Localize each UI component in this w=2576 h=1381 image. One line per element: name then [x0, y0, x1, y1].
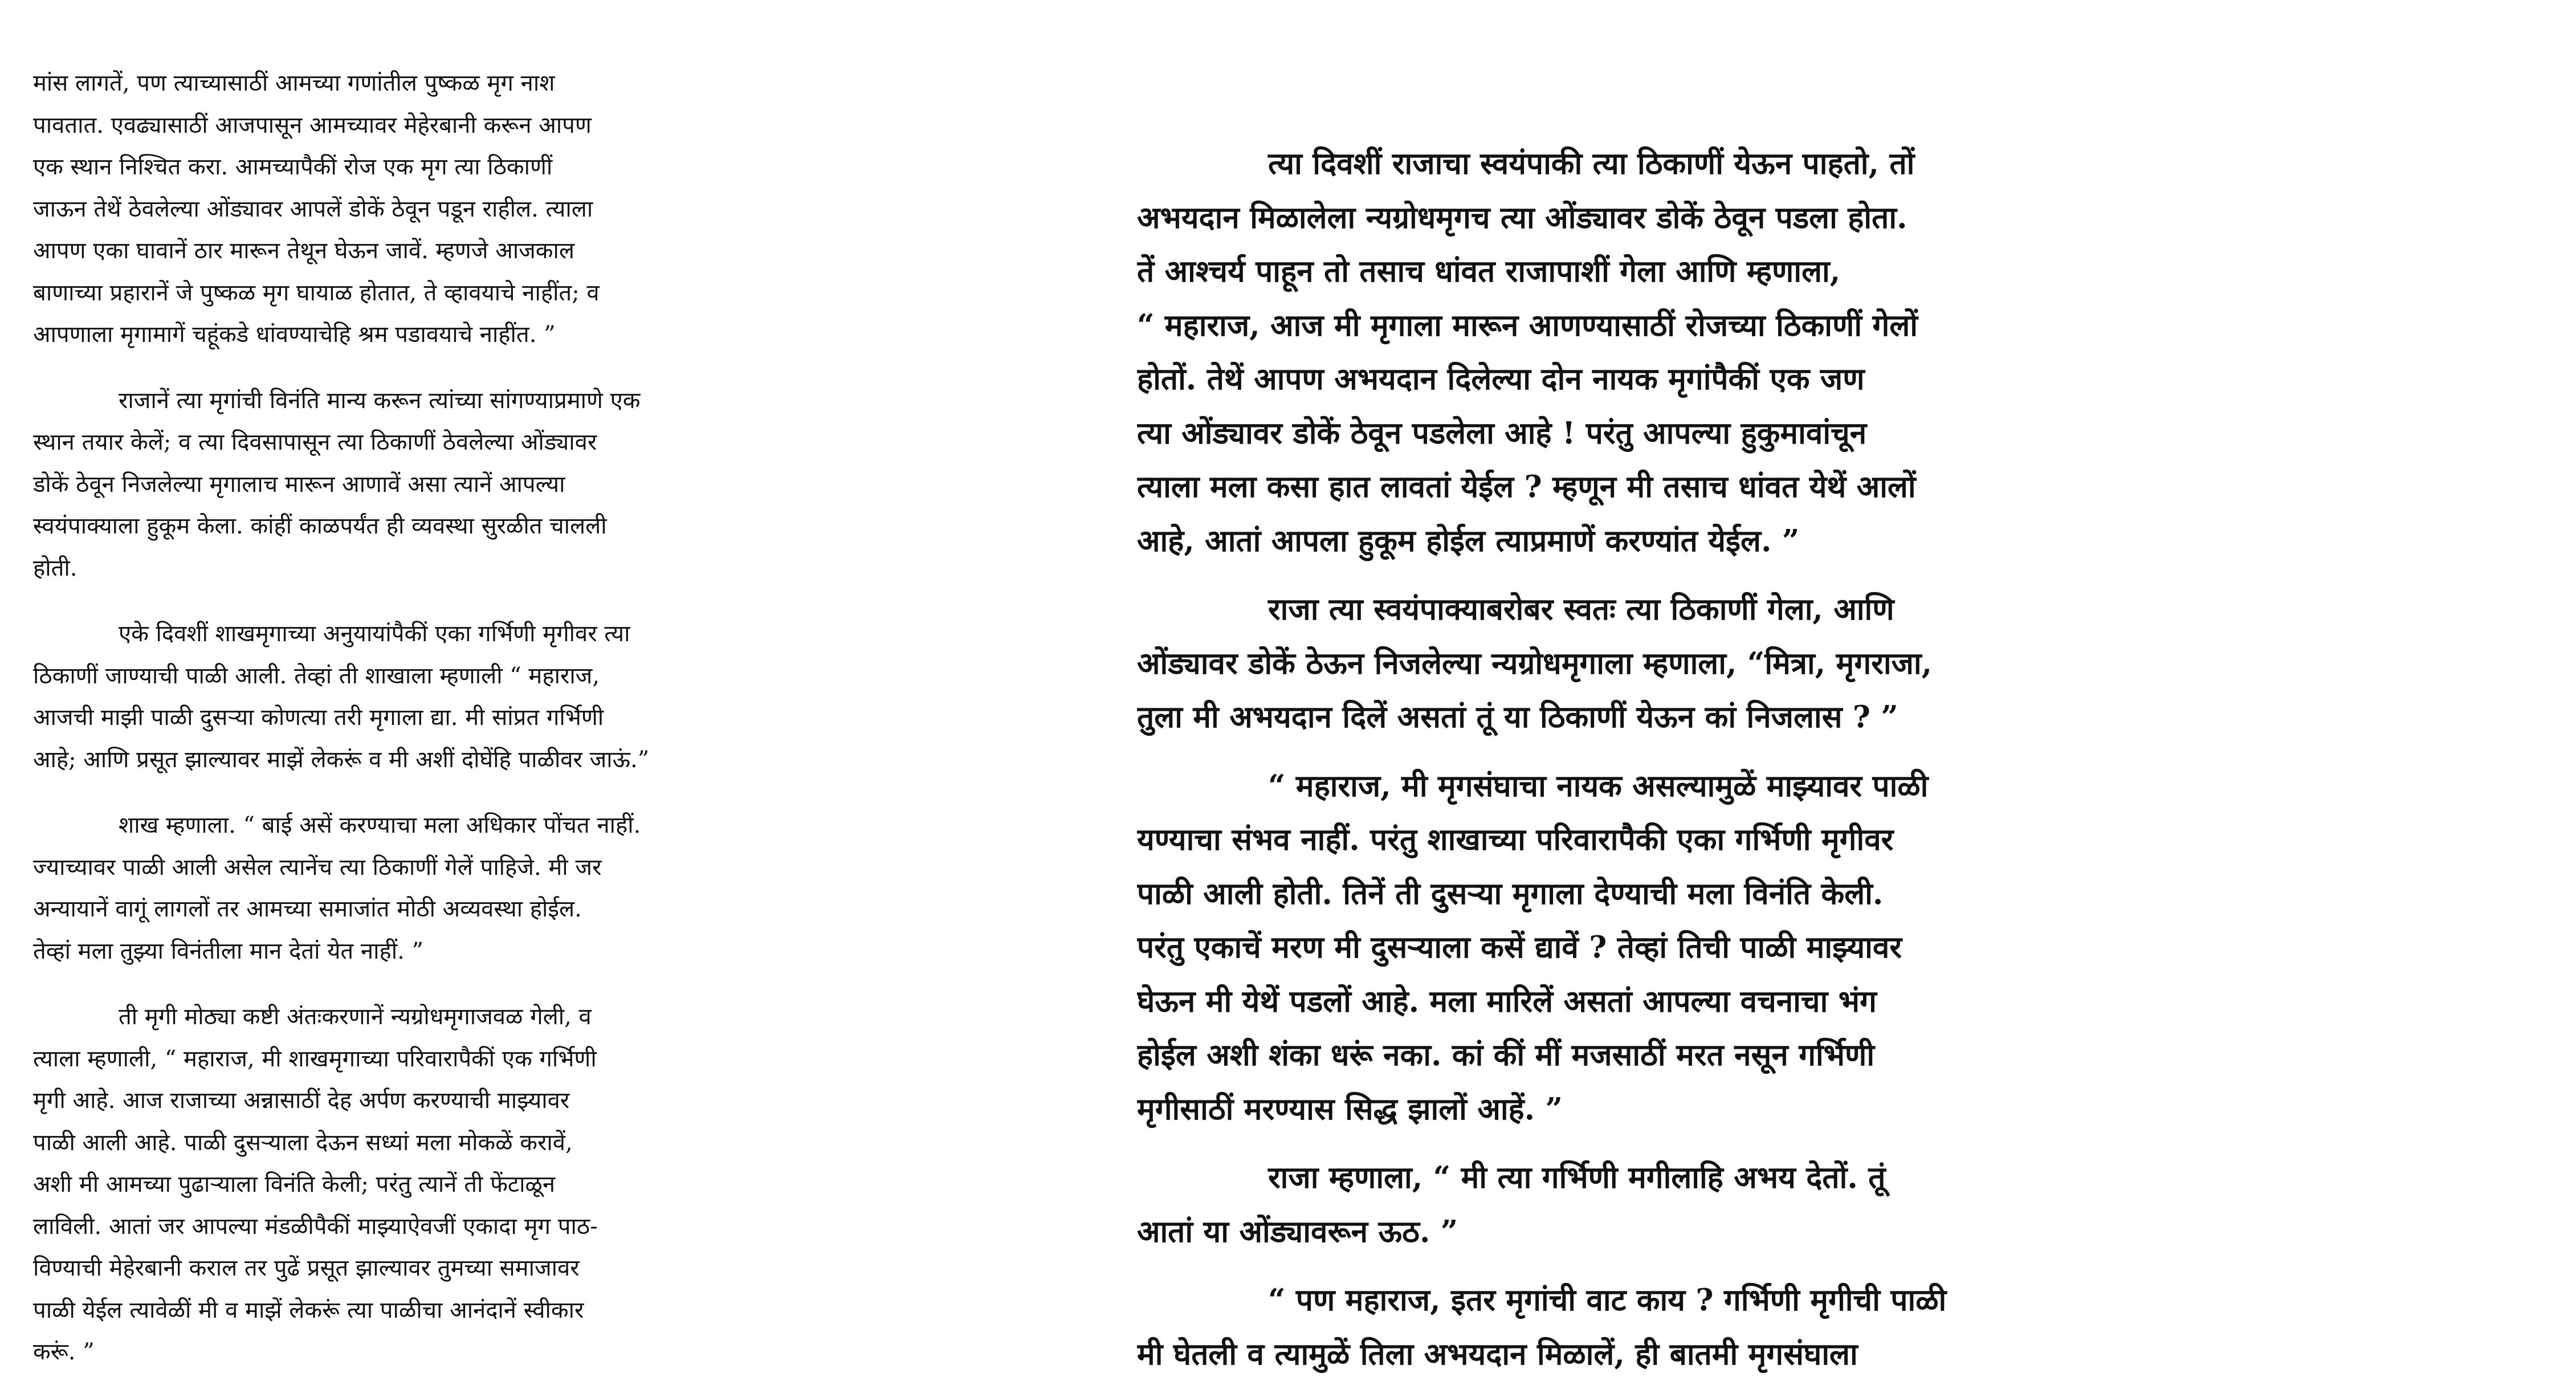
right-page-paragraph: [1137, 1151, 2485, 1258]
text-line: त्याला म्हणाली, “ महाराज, मी शाखमृगाच्या परिवारापैकीं एक गर्भिणी: [33, 1038, 1060, 1081]
text-line: अशी मी आमच्या पुढाऱ्याला विनंति केली; परंतु त्यानें ती फेंटाळून: [33, 1164, 1060, 1206]
text-line: बाणाच्या प्रहारानें जे पुष्कळ मृग घायाळ होतात, ते व्हावयाचे नाहींत; व: [33, 272, 1060, 315]
text-line: जाऊन तेथें ठेवलेल्या ओंड्यावर आपलें डोकें ठेवून पडून राहील. त्याला: [33, 189, 1060, 231]
text-line: पाळी येईल त्यावेळीं मी व माझें लेकरूं त्या पाळीचा आनंदानें स्वीकार: [33, 1290, 1060, 1332]
text-line: मांस लागतें, पण त्याच्यासाठीं आमच्या गणांतील पुष्कळ मृग नाश: [33, 63, 1060, 105]
text-line: स्वयंपाक्याला हुकूम केला. कांहीं काळपर्यंत ही व्यवस्था सुरळीत चालली: [33, 506, 1060, 548]
text-line: घेऊन मी येथें पडलों आहे. मला मारिलें असतां आपल्या वचनाचा भंग: [1137, 975, 2485, 1029]
text-line: पाळी आली आहे. पाळी दुसऱ्याला देऊन सध्यां मला मोकळें करावें,: [33, 1122, 1060, 1164]
text-line: “ महाराज, आज मी मृगाला मारून आणण्यासाठीं रोजच्या ठिकाणीं गेलों: [1137, 299, 2485, 353]
right-page-paragraph: [1137, 137, 2485, 568]
text-line: “ पण महाराज, इतर मृगांची वाट काय ? गर्भिणी मृगीची पाळी: [1137, 1273, 2485, 1327]
text-line: आतां या ओंड्यावरून ऊठ. ”: [1137, 1205, 2485, 1259]
left-page: [0, 0, 1083, 1347]
text-line: मृगीसाठीं मरण्यास सिद्ध झालों आहें. ”: [1137, 1082, 2485, 1136]
text-line: स्थान तयार केलें; व त्या दिवसापासून त्या ठिकाणीं ठेवलेल्या ओंड्यावर: [33, 422, 1060, 464]
text-line: परंतु एकाचें मरण मी दुसऱ्याला कसें द्यावें ? तेव्हां तिची पाळी माझ्यावर: [1137, 920, 2485, 975]
left-page-paragraph: [33, 805, 1060, 972]
text-line: यण्याचा संभव नाहीं. परंतु शाखाच्या परिवारापैकी एका गर्भिणी मृगीवर: [1137, 813, 2485, 867]
text-line: त्याला मला कसा हात लावतां येईल ? म्हणून मी तसाच धांवत येथें आलों: [1137, 460, 2485, 514]
left-page-paragraph: [33, 380, 1060, 590]
right-page-paragraph: [1137, 759, 2485, 1136]
text-line: ओंड्यावर डोकें ठेऊन निजलेल्या न्यग्रोधमृगाला म्हणाला, “मित्रा, मृगराजा,: [1137, 637, 2485, 691]
text-line: विण्याची मेहेरबानी कराल तर पुढें प्रसूत झाल्यावर तुमच्या समाजावर: [33, 1248, 1060, 1290]
text-line: आहे; आणि प्रसूत झाल्यावर माझें लेकरूं व मी अशीं दोघेंहि पाळीवर जाऊं.”: [33, 739, 1060, 781]
text-line: पावतात. एवढ्यासाठीं आजपासून आमच्यावर मेहेरबानी करून आपण: [33, 105, 1060, 147]
text-line: आजची माझी पाळी दुसऱ्या कोणत्या तरी मृगाला द्या. मी सांप्रत गर्भिणी: [33, 697, 1060, 739]
right-page-paragraph: [1137, 582, 2485, 744]
text-line: डोकें ठेवून निजलेल्या मृगालाच मारून आणावें असा त्यानें आपल्या: [33, 464, 1060, 506]
text-line: मृगी आहे. आज राजाच्या अन्नासाठीं देह अर्पण करण्याची माझ्यावर: [33, 1080, 1060, 1122]
text-line: पाळी आली होती. तिनें ती दुसऱ्या मृगाला देण्याची मला विनंति केली.: [1137, 867, 2485, 921]
text-line: तें आश्चर्य पाहून तो तसाच धांवत राजापाशीं गेला आणि म्हणाला,: [1137, 245, 2485, 299]
text-line: त्या ओंड्यावर डोकें ठेवून पडलेला आहे ! परंतु आपल्या हुकुमावांचून: [1137, 406, 2485, 461]
text-line: होतों. तेथें आपण अभयदान दिलेल्या दोन नायक मृगांपैकीं एक जण: [1137, 352, 2485, 406]
text-line: एक स्थान निश्चित करा. आमच्यापैकीं रोज एक मृग त्या ठिकाणीं: [33, 146, 1060, 189]
text-line: आपणाला मृगामागें चहूंकडे धांवण्याचेहि श्रम पडावयाचे नाहींत. ”: [33, 314, 1060, 356]
text-line: अभयदान मिळालेला न्यग्रोधमृगच त्या ओंड्यावर डोकें ठेवून पडला होता.: [1137, 191, 2485, 245]
right-page: [1083, 0, 2576, 1347]
text-line: ती मृगी मोठ्या कष्टी अंतःकरणानें न्यग्रोधमृगाजवळ गेली, व: [33, 996, 1060, 1038]
text-line: आपण एका घावानें ठार मारून तेथून घेऊन जावें. म्हणजे आजकाल: [33, 230, 1060, 272]
text-line: तुला मी अभयदान दिलें असतां तूं या ठिकाणीं येऊन कां निजलास ? ”: [1137, 690, 2485, 744]
text-line: राजानें त्या मृगांची विनंति मान्य करून त्यांच्या सांगण्याप्रमाणे एक: [33, 380, 1060, 422]
left-page-paragraph: [33, 996, 1060, 1374]
left-page-paragraph: [33, 63, 1060, 356]
text-line: “ महाराज, मी मृगसंघाचा नायक असल्यामुळें माझ्यावर पाळी: [1137, 759, 2485, 813]
text-line: करूं. ”: [33, 1331, 1060, 1374]
text-line: ज्याच्यावर पाळी आली असेल त्यानेंच त्या ठिकाणीं गेलें पाहिजे. मी जर: [33, 847, 1060, 889]
right-page-paragraph: [1137, 1273, 2485, 1381]
text-line: अन्यायानें वागूं लागलों तर आमच्या समाजांत मोठी अव्यवस्था होईल.: [33, 889, 1060, 931]
text-line: लाविली. आतां जर आपल्या मंडळीपैकीं माझ्याऐवजीं एकादा मृग पाठ-: [33, 1206, 1060, 1248]
text-line: राजा त्या स्वयंपाक्याबरोबर स्वतः त्या ठिकाणीं गेला, आणि: [1137, 582, 2485, 637]
left-page-paragraph: [33, 613, 1060, 781]
text-line: त्या दिवशीं राजाचा स्वयंपाकी त्या ठिकाणीं येऊन पाहतो, तों: [1137, 137, 2485, 191]
text-line: ठिकाणीं जाण्याची पाळी आली. तेव्हां ती शाखाला म्हणाली “ महाराज,: [33, 655, 1060, 698]
text-line: तेव्हां मला तुझ्या विनंतीला मान देतां येत नाहीं. ”: [33, 931, 1060, 973]
text-line: शाख म्हणाला. “ बाई असें करण्याचा मला अधिकार पोंचत नाहीं.: [33, 805, 1060, 847]
text-line: होईल अशी शंका धरूं नका. कां कीं मीं मजसाठीं मरत नसून गर्भिणी: [1137, 1028, 2485, 1082]
text-line: एके दिवशीं शाखमृगाच्या अनुयायांपैकीं एका गर्भिणी मृगीवर त्या: [33, 613, 1060, 655]
text-line: होती.: [33, 548, 1060, 590]
text-line: मी घेतली व त्यामुळें तिला अभयदान मिळालें, ही बातमी मृगसंघाला: [1137, 1327, 2485, 1381]
text-line: राजा म्हणाला, “ मी त्या गर्भिणी मगीलाहि अभय देतों. तूं: [1137, 1151, 2485, 1205]
text-line: आहे, आतां आपला हुकूम होईल त्याप्रमाणें करण्यांत येईल. ”: [1137, 514, 2485, 568]
